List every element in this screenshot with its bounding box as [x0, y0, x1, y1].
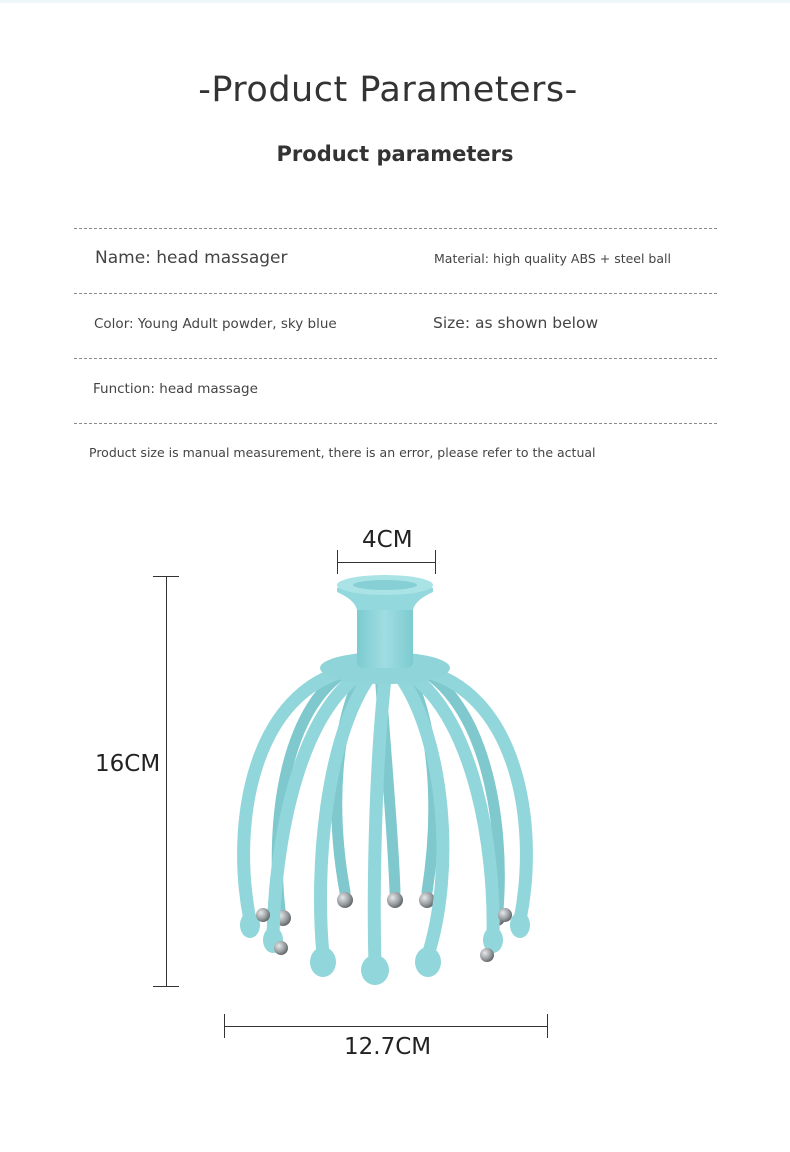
top-border	[0, 0, 790, 3]
table-divider	[74, 228, 717, 229]
steel-balls-front	[256, 908, 512, 962]
bottom-width-tick-right	[547, 1014, 548, 1038]
param-function: Function: head massage	[93, 381, 258, 397]
height-label: 16CM	[95, 751, 161, 777]
top-width-label: 4CM	[362, 527, 413, 553]
head-massager-image	[215, 570, 555, 990]
param-material: Material: high quality ABS + steel ball	[434, 251, 671, 266]
measurement-note: Product size is manual measurement, there is an error, please refer to the actual	[89, 445, 596, 460]
table-divider	[74, 423, 717, 424]
bottom-width-tick-left	[224, 1014, 225, 1038]
page-title: -Product Parameters-	[198, 70, 578, 110]
height-tick-bottom	[153, 986, 179, 987]
table-divider	[74, 358, 717, 359]
param-color: Color: Young Adult powder, sky blue	[94, 316, 337, 332]
section-subtitle: Product parameters	[276, 142, 514, 166]
bottom-width-label: 12.7CM	[344, 1034, 432, 1060]
param-name: Name: head massager	[95, 248, 288, 268]
top-width-line	[337, 562, 436, 563]
height-tick-top	[153, 576, 179, 577]
table-divider	[74, 293, 717, 294]
steel-balls-back	[275, 892, 505, 926]
param-size: Size: as shown below	[433, 314, 599, 332]
bottom-width-line	[224, 1026, 547, 1027]
height-line	[166, 576, 167, 986]
